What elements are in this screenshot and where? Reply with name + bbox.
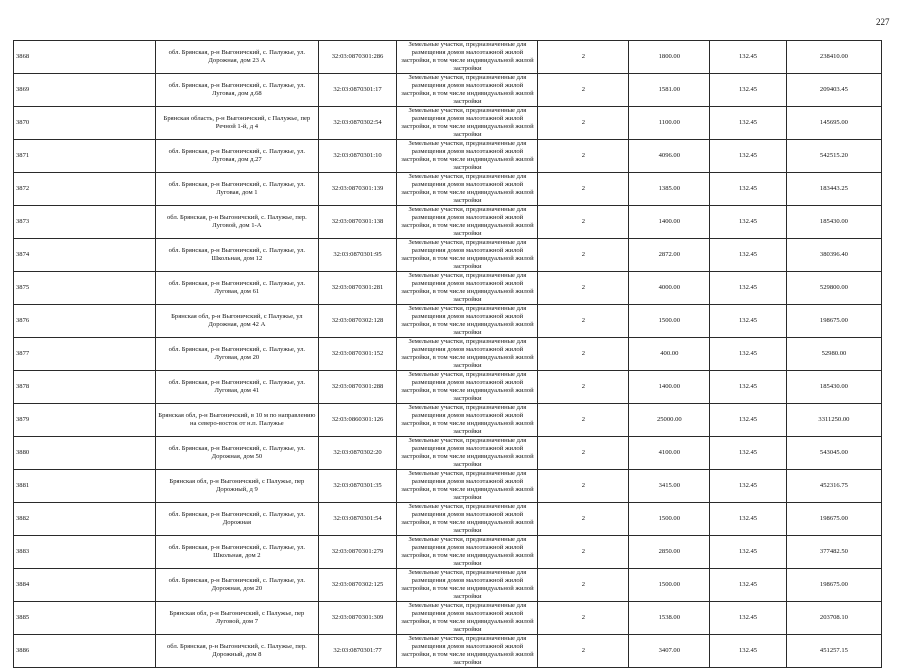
row-number-cell: 3881 [14,470,156,503]
address-cell: обл. Брянская, р-н Выгоничский, с. Палужье, ул. Дорожная, дом 50 [156,437,319,470]
area-cell: 1500.00 [629,569,710,602]
category-code-cell: 2 [538,602,629,635]
cadastral-number-cell: 32:03:0870301:286 [318,41,397,74]
area-cell: 1385.00 [629,173,710,206]
row-number-cell: 3875 [14,272,156,305]
category-code-cell: 2 [538,206,629,239]
cadastral-value-cell: 185430.00 [786,371,881,404]
table-row [14,569,882,602]
land-use-cell: Земельные участки, предназначенные для размещения домов малоэтажной жилой застройки, в том числе индивидуальной жилой застройки [397,305,538,338]
address-cell: обл. Брянская, р-н Выгоничский, с. Палужье, ул. Дорожная [156,503,319,536]
category-code-cell: 2 [538,74,629,107]
row-number-cell: 3878 [14,371,156,404]
cadastral-number-cell: 32:03:0870301:95 [318,239,397,272]
area-cell: 4100.00 [629,437,710,470]
cadastral-number-cell: 32:03:0870301:288 [318,371,397,404]
address-cell: обл. Брянская, р-н Выгоничский, с. Палужье, пер. Дорожный, дом 8 [156,635,319,668]
area-cell: 3407.00 [629,635,710,668]
cadastral-value-cell: 380396.40 [786,239,881,272]
cadastral-value-cell: 452316.75 [786,470,881,503]
cadastral-value-cell: 185430.00 [786,206,881,239]
cadastral-value-cell: 145695.00 [786,107,881,140]
land-use-cell: Земельные участки, предназначенные для размещения домов малоэтажной жилой застройки, в том числе индивидуальной жилой застройки [397,338,538,371]
land-use-cell: Земельные участки, предназначенные для размещения домов малоэтажной жилой застройки, в том числе индивидуальной жилой застройки [397,635,538,668]
address-cell: обл. Брянская, р-н Выгоничский, с. Палужье, ул. Дорожная, дом 23 А [156,41,319,74]
address-cell: Брянская обл, р-н Выгоничский, с Палужье, пер Луговой, дом 7 [156,602,319,635]
cadastral-value-cell: 542515.20 [786,140,881,173]
row-number-cell: 3879 [14,404,156,437]
row-number-cell: 3886 [14,635,156,668]
land-use-cell: Земельные участки, предназначенные для размещения домов малоэтажной жилой застройки, в том числе индивидуальной жилой застройки [397,173,538,206]
table-row [14,173,882,206]
land-use-cell: Земельные участки, предназначенные для размещения домов малоэтажной жилой застройки, в том числе индивидуальной жилой застройки [397,41,538,74]
cadastral-number-cell: 32:03:0870302:128 [318,305,397,338]
row-number-cell: 3868 [14,41,156,74]
cadastral-number-cell: 32:03:0870301:279 [318,536,397,569]
address-cell: обл. Брянская, р-н Выгоничский, с. Палужье, ул. Луговая, дом 20 [156,338,319,371]
row-number-cell: 3871 [14,140,156,173]
row-number-cell: 3872 [14,173,156,206]
rate-cell: 132.45 [710,107,787,140]
land-use-cell: Земельные участки, предназначенные для размещения домов малоэтажной жилой застройки, в том числе индивидуальной жилой застройки [397,239,538,272]
address-cell: Брянская обл, р-н Выгоничский, в 10 м по направлению на северо-восток от н.п. Палужье [156,404,319,437]
table-row [14,635,882,668]
category-code-cell: 2 [538,239,629,272]
land-registry-table [13,40,882,668]
table-row [14,503,882,536]
category-code-cell: 2 [538,503,629,536]
area-cell: 25000.00 [629,404,710,437]
land-use-cell: Земельные участки, предназначенные для размещения домов малоэтажной жилой застройки, в том числе индивидуальной жилой застройки [397,602,538,635]
address-cell: обл. Брянская, р-н Выгоничский, с. Палужье, ул. Луговая, дом 1 [156,173,319,206]
category-code-cell: 2 [538,635,629,668]
area-cell: 1800.00 [629,41,710,74]
table-row [14,404,882,437]
category-code-cell: 2 [538,272,629,305]
cadastral-number-cell: 32:03:0870302:54 [318,107,397,140]
rate-cell: 132.45 [710,41,787,74]
rate-cell: 132.45 [710,569,787,602]
row-number-cell: 3876 [14,305,156,338]
table-row [14,470,882,503]
address-cell: Брянская область, р-н Выгоничский, с Палужье, пер Речной 1-й, д 4 [156,107,319,140]
cadastral-number-cell: 32:03:0870301:281 [318,272,397,305]
category-code-cell: 2 [538,371,629,404]
table-row [14,437,882,470]
page-number: 227 [876,17,890,27]
area-cell: 4096.00 [629,140,710,173]
table-row [14,107,882,140]
row-number-cell: 3885 [14,602,156,635]
row-number-cell: 3874 [14,239,156,272]
rate-cell: 132.45 [710,140,787,173]
cadastral-value-cell: 198675.00 [786,503,881,536]
cadastral-value-cell: 198675.00 [786,305,881,338]
category-code-cell: 2 [538,140,629,173]
rate-cell: 132.45 [710,371,787,404]
rate-cell: 132.45 [710,470,787,503]
area-cell: 1538.00 [629,602,710,635]
cadastral-value-cell: 543045.00 [786,437,881,470]
rate-cell: 132.45 [710,338,787,371]
area-cell: 4000.00 [629,272,710,305]
area-cell: 400.00 [629,338,710,371]
cadastral-number-cell: 32:03:0870301:35 [318,470,397,503]
area-cell: 1500.00 [629,503,710,536]
row-number-cell: 3877 [14,338,156,371]
land-use-cell: Земельные участки, предназначенные для размещения домов малоэтажной жилой застройки, в том числе индивидуальной жилой застройки [397,272,538,305]
cadastral-number-cell: 32:03:0870301:77 [318,635,397,668]
land-use-cell: Земельные участки, предназначенные для размещения домов малоэтажной жилой застройки, в том числе индивидуальной жилой застройки [397,107,538,140]
cadastral-value-cell: 52980.00 [786,338,881,371]
table-row [14,305,882,338]
area-cell: 1581.00 [629,74,710,107]
category-code-cell: 2 [538,569,629,602]
rate-cell: 132.45 [710,635,787,668]
category-code-cell: 2 [538,107,629,140]
category-code-cell: 2 [538,536,629,569]
category-code-cell: 2 [538,41,629,74]
land-use-cell: Земельные участки, предназначенные для размещения домов малоэтажной жилой застройки, в том числе индивидуальной жилой застройки [397,371,538,404]
area-cell: 2872.00 [629,239,710,272]
address-cell: обл. Брянская, р-н Выгоничский, с. Палужье, ул. Дорожная, дом 20 [156,569,319,602]
table-row [14,602,882,635]
row-number-cell: 3873 [14,206,156,239]
land-use-cell: Земельные участки, предназначенные для размещения домов малоэтажной жилой застройки, в том числе индивидуальной жилой застройки [397,536,538,569]
cadastral-value-cell: 183443.25 [786,173,881,206]
category-code-cell: 2 [538,437,629,470]
area-cell: 1400.00 [629,206,710,239]
row-number-cell: 3884 [14,569,156,602]
cadastral-number-cell: 32:03:0870301:54 [318,503,397,536]
rate-cell: 132.45 [710,305,787,338]
cadastral-number-cell: 32:03:0870301:152 [318,338,397,371]
table-row [14,272,882,305]
land-use-cell: Земельные участки, предназначенные для размещения домов малоэтажной жилой застройки, в том числе индивидуальной жилой застройки [397,404,538,437]
land-use-cell: Земельные участки, предназначенные для размещения домов малоэтажной жилой застройки, в том числе индивидуальной жилой застройки [397,503,538,536]
rate-cell: 132.45 [710,239,787,272]
rate-cell: 132.45 [710,503,787,536]
category-code-cell: 2 [538,404,629,437]
cadastral-value-cell: 529800.00 [786,272,881,305]
address-cell: Брянская обл, р-н Выгоничский, с Палужье, ул Дорожная, дом 42 А [156,305,319,338]
rate-cell: 132.45 [710,437,787,470]
address-cell: обл. Брянская, р-н Выгоничский, с. Палужье, ул. Луговая, дом 61 [156,272,319,305]
area-cell: 2850.00 [629,536,710,569]
address-cell: обл. Брянская, р-н Выгоничский, с. Палужье, пер. Луговой, дом 1-А [156,206,319,239]
land-use-cell: Земельные участки, предназначенные для размещения домов малоэтажной жилой застройки, в том числе индивидуальной жилой застройки [397,206,538,239]
area-cell: 1100.00 [629,107,710,140]
table-row [14,536,882,569]
table-row [14,74,882,107]
row-number-cell: 3880 [14,437,156,470]
address-cell: обл. Брянская, р-н Выгоничский, с. Палужье, ул. Луговая, дом д.68 [156,74,319,107]
cadastral-value-cell: 203708.10 [786,602,881,635]
rate-cell: 132.45 [710,602,787,635]
area-cell: 3415.00 [629,470,710,503]
table-row [14,206,882,239]
land-use-cell: Земельные участки, предназначенные для размещения домов малоэтажной жилой застройки, в том числе индивидуальной жилой застройки [397,437,538,470]
table-row [14,338,882,371]
cadastral-number-cell: 32:03:0870301:17 [318,74,397,107]
address-cell: обл. Брянская, р-н Выгоничский, с. Палужье, ул. Луговая, дом 41 [156,371,319,404]
category-code-cell: 2 [538,338,629,371]
cadastral-value-cell: 377482.50 [786,536,881,569]
cadastral-number-cell: 32:03:0870302:20 [318,437,397,470]
rate-cell: 132.45 [710,536,787,569]
cadastral-value-cell: 209403.45 [786,74,881,107]
category-code-cell: 2 [538,173,629,206]
table-row [14,371,882,404]
cadastral-number-cell: 32:03:0870301:309 [318,602,397,635]
address-cell: обл. Брянская, р-н Выгоничский, с. Палужье, ул. Школьная, дом 12 [156,239,319,272]
cadastral-number-cell: 32:03:0870302:125 [318,569,397,602]
row-number-cell: 3869 [14,74,156,107]
cadastral-number-cell: 32:03:0860301:126 [318,404,397,437]
rate-cell: 132.45 [710,206,787,239]
category-code-cell: 2 [538,305,629,338]
cadastral-number-cell: 32:03:0870301:139 [318,173,397,206]
cadastral-value-cell: 198675.00 [786,569,881,602]
land-use-cell: Земельные участки, предназначенные для размещения домов малоэтажной жилой застройки, в том числе индивидуальной жилой застройки [397,140,538,173]
rate-cell: 132.45 [710,404,787,437]
row-number-cell: 3870 [14,107,156,140]
table-body [14,41,882,668]
address-cell: обл. Брянская, р-н Выгоничский, с. Палужье, ул. Школьная, дом 2 [156,536,319,569]
cadastral-value-cell: 451257.15 [786,635,881,668]
category-code-cell: 2 [538,470,629,503]
table-row [14,41,882,74]
cadastral-number-cell: 32:03:0870301:138 [318,206,397,239]
land-use-cell: Земельные участки, предназначенные для размещения домов малоэтажной жилой застройки, в том числе индивидуальной жилой застройки [397,569,538,602]
cadastral-number-cell: 32:03:0870301:10 [318,140,397,173]
rate-cell: 132.45 [710,74,787,107]
area-cell: 1500.00 [629,305,710,338]
rate-cell: 132.45 [710,272,787,305]
table-row [14,140,882,173]
row-number-cell: 3882 [14,503,156,536]
address-cell: Брянская обл, р-н Выгоничский, с Палужье, пер Дорожный, д 9 [156,470,319,503]
land-use-cell: Земельные участки, предназначенные для размещения домов малоэтажной жилой застройки, в том числе индивидуальной жилой застройки [397,74,538,107]
cadastral-value-cell: 3311250.00 [786,404,881,437]
table-row [14,239,882,272]
area-cell: 1400.00 [629,371,710,404]
row-number-cell: 3883 [14,536,156,569]
address-cell: обл. Брянская, р-н Выгоничский, с. Палужье, ул. Луговая, дом д.27 [156,140,319,173]
rate-cell: 132.45 [710,173,787,206]
land-use-cell: Земельные участки, предназначенные для размещения домов малоэтажной жилой застройки, в том числе индивидуальной жилой застройки [397,470,538,503]
cadastral-value-cell: 238410.00 [786,41,881,74]
